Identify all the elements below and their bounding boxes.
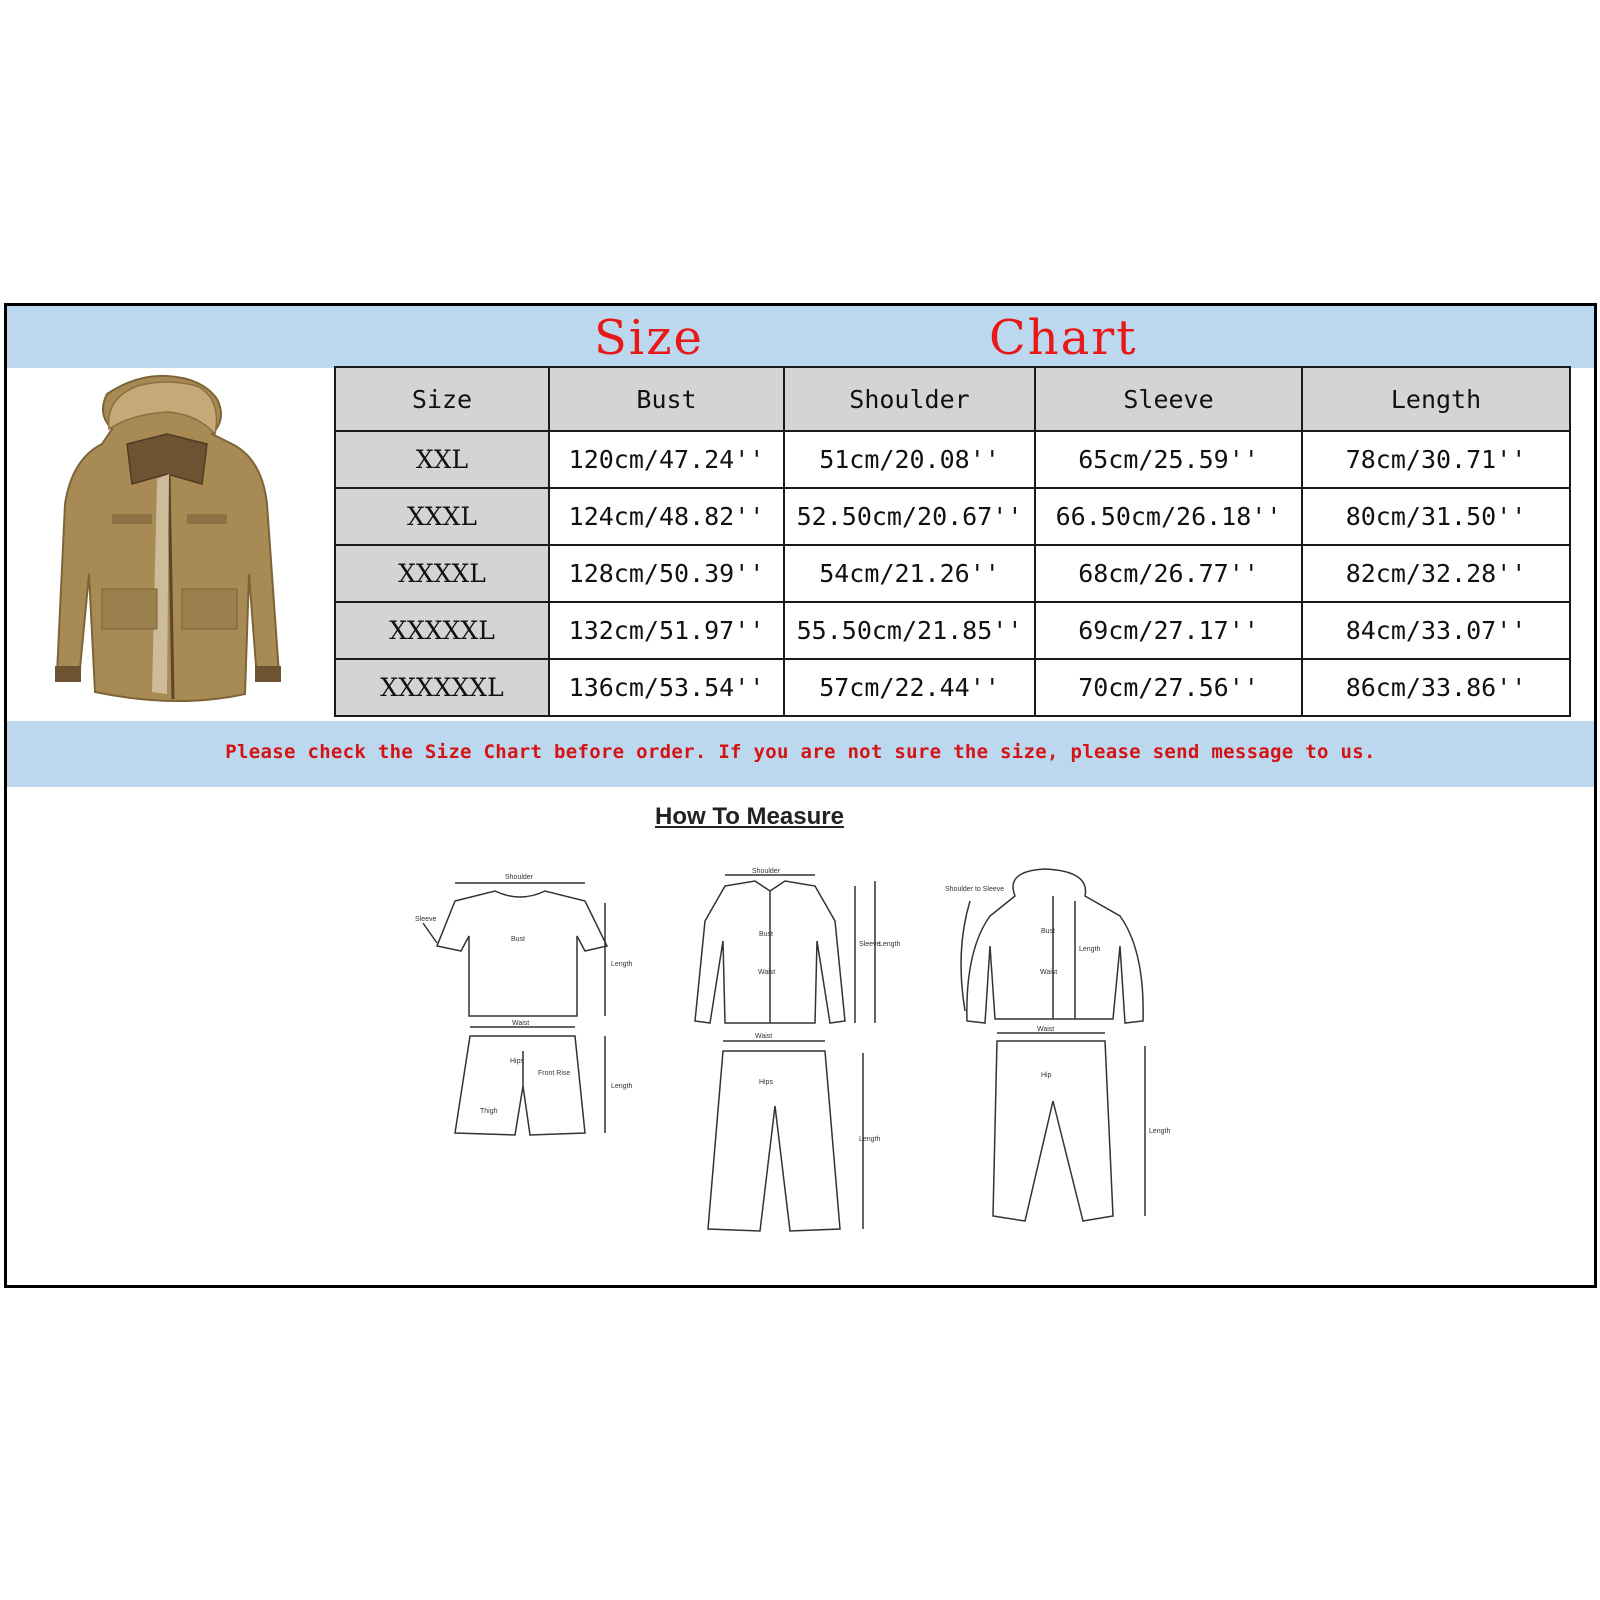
measurement-diagram [385,841,1225,1241]
cell-length: 84cm/33.07'' [1302,602,1570,659]
header-sleeve: Sleeve [1035,367,1302,431]
label-bust-2: Bust [759,931,774,938]
title-bar [7,306,1594,368]
header-bust: Bust [549,367,784,431]
title-size: Size [594,310,704,366]
cell-shoulder: 55.50cm/21.85'' [784,602,1035,659]
table-row [335,659,1570,716]
cell-sleeve: 68cm/26.77'' [1035,545,1302,602]
shorts-drawing [455,1027,605,1135]
cell-size: XXXXXL [335,602,549,659]
cell-length: 80cm/31.50'' [1302,488,1570,545]
label-length-5: Length [1079,946,1101,953]
table-row [335,431,1570,488]
label-length-3: Length [879,941,901,948]
joggers-drawing [993,1033,1145,1221]
cell-size: XXXXXXL [335,659,549,716]
cell-bust: 124cm/48.82'' [549,488,784,545]
note-bar [7,721,1594,787]
label-bust-3: Bust [1041,928,1056,935]
cell-length: 78cm/30.71'' [1302,431,1570,488]
tshirt-drawing [423,883,607,1016]
cell-shoulder: 52.50cm/20.67'' [784,488,1035,545]
table-header-row [335,367,1570,431]
label-length-6: Length [1149,1128,1171,1135]
size-chart-frame [4,303,1597,1288]
order-note: Please check the Size Chart before order. If you are not sure the size, please send message to us. [225,741,1376,763]
cell-bust: 136cm/53.54'' [549,659,784,716]
table-row [335,545,1570,602]
label-sleeve-1: Sleeve [415,916,437,923]
table-row [335,602,1570,659]
label-length-4: Length [859,1136,881,1143]
label-shoulder-to-sleeve: Shoulder to Sleeve [945,886,1005,893]
cell-shoulder: 54cm/21.26'' [784,545,1035,602]
cell-length: 82cm/32.28'' [1302,545,1570,602]
cell-bust: 128cm/50.39'' [549,545,784,602]
header-size: Size [335,367,549,431]
label-bust-1: Bust [511,936,526,943]
label-hip-3: Hip [1041,1072,1052,1079]
cell-size: XXL [335,431,549,488]
label-waist-3: Waist [755,1033,773,1040]
trousers-drawing [708,1041,863,1231]
header-length: Length [1302,367,1570,431]
cell-shoulder: 57cm/22.44'' [784,659,1035,716]
header-shoulder: Shoulder [784,367,1035,431]
how-to-measure-title: How To Measure [655,803,844,830]
size-table [334,366,1571,717]
shirt-drawing [695,875,875,1023]
label-waist-4: Waist [1040,969,1058,976]
label-shoulder-1: Shoulder [505,874,534,881]
cell-length: 86cm/33.86'' [1302,659,1570,716]
jacket-product-image [17,374,327,719]
how-to-measure-section [385,801,1225,1241]
label-waist-1: Waist [512,1020,530,1027]
cell-sleeve: 69cm/27.17'' [1035,602,1302,659]
label-thigh: Thigh [480,1108,498,1115]
label-sleeve-2: Sleeve [859,941,881,948]
cell-size: XXXXL [335,545,549,602]
label-length-1: Length [611,961,633,968]
label-waist-5: Waist [1037,1026,1055,1033]
cell-size: XXXL [335,488,549,545]
cell-bust: 132cm/51.97'' [549,602,784,659]
title-chart: Chart [989,310,1138,366]
label-shoulder-2: Shoulder [752,868,781,875]
table-row [335,488,1570,545]
label-front-rise: Front Rise [538,1070,571,1077]
cell-sleeve: 70cm/27.56'' [1035,659,1302,716]
cell-shoulder: 51cm/20.08'' [784,431,1035,488]
cell-bust: 120cm/47.24'' [549,431,784,488]
label-hips-2: Hips [759,1079,774,1086]
cell-sleeve: 66.50cm/26.18'' [1035,488,1302,545]
cell-sleeve: 65cm/25.59'' [1035,431,1302,488]
label-hips-1: Hips [510,1058,525,1065]
label-length-2: Length [611,1083,633,1090]
label-waist-2: Waist [758,969,776,976]
